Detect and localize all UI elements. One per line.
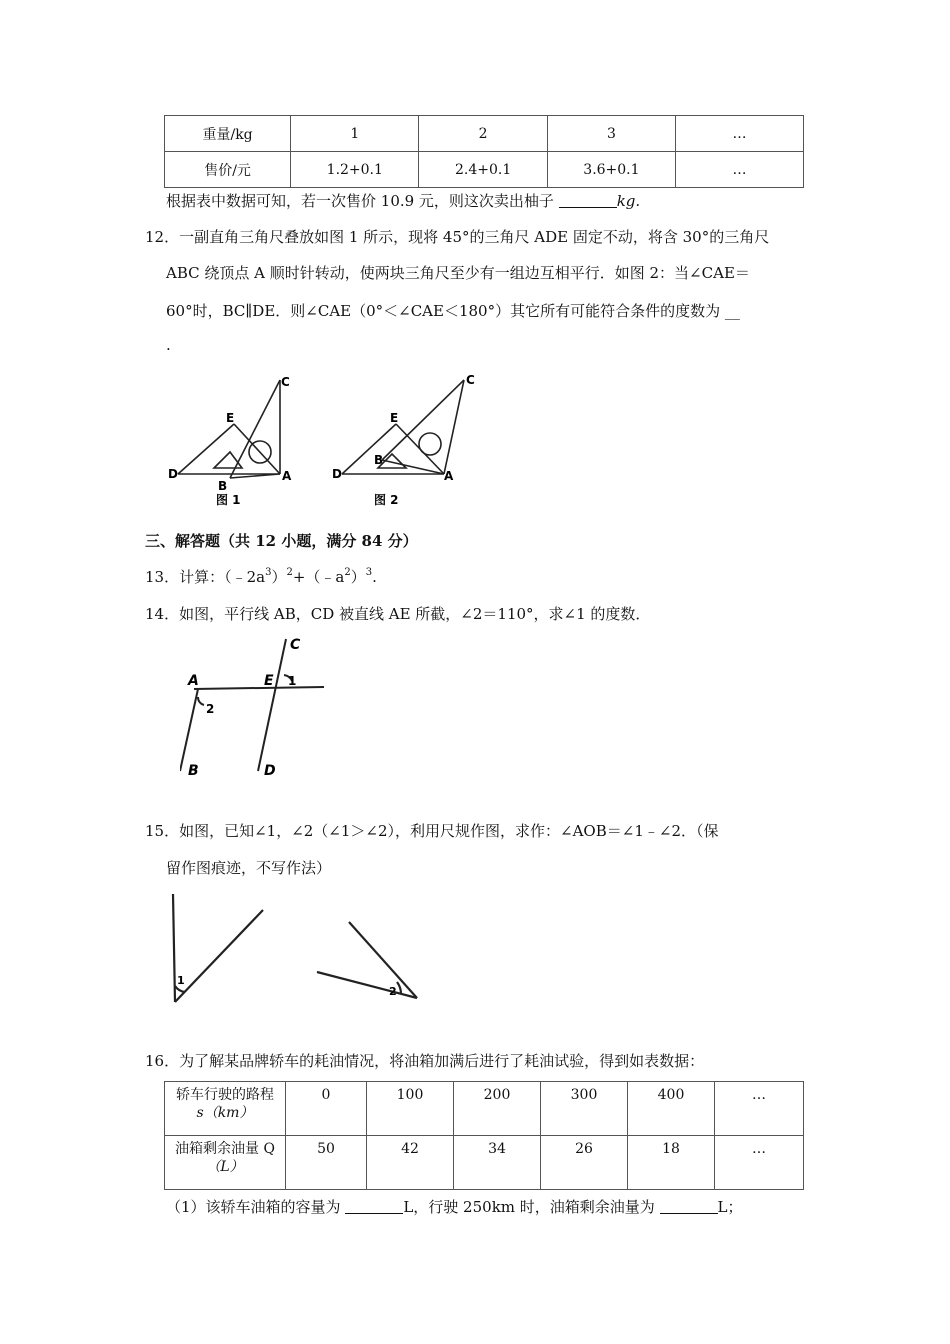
table-cell: 3.6+0.1 bbox=[547, 152, 675, 188]
q16-sub1-part: L，行驶 250km 时，油箱剩余油量为 bbox=[403, 1198, 660, 1216]
section-heading: 三、解答题（共 12 小题，满分 84 分） bbox=[145, 532, 418, 550]
label-B: B bbox=[218, 479, 228, 493]
label-D: D bbox=[264, 763, 276, 779]
label-E: E bbox=[390, 411, 399, 425]
q16-sub1-part: （1）该轿车油箱的容量为 bbox=[166, 1198, 346, 1216]
table-cell: 300 bbox=[541, 1082, 628, 1136]
q16-sub1 bbox=[166, 1196, 743, 1217]
table-cell: 50 bbox=[286, 1136, 367, 1190]
table-cell: 1.2+0.1 bbox=[291, 152, 419, 188]
table-cell: … bbox=[676, 152, 804, 188]
label-A: A bbox=[282, 469, 292, 483]
label-D: D bbox=[332, 467, 342, 481]
q11-unit: kg. bbox=[616, 192, 641, 210]
table-cell: 34 bbox=[454, 1136, 541, 1190]
q15-figure bbox=[165, 890, 425, 1010]
q13-part: . bbox=[372, 568, 377, 586]
exponent: 2 bbox=[344, 567, 351, 578]
table-cell: 18 bbox=[628, 1136, 715, 1190]
q11-text bbox=[166, 190, 640, 211]
q13-part: 13．计算：（﹣2a bbox=[145, 568, 266, 586]
table-cell: … bbox=[676, 116, 804, 152]
header-line: （L） bbox=[206, 1159, 244, 1175]
figure-2 bbox=[330, 370, 480, 510]
table-cell: 26 bbox=[541, 1136, 628, 1190]
label-D: D bbox=[168, 467, 178, 481]
label-C: C bbox=[466, 373, 475, 387]
q12-line2: ABC 绕顶点 A 顺时针转动，使两块三角尺至少有一组边互相平行．如图 2：当∠CAE＝ bbox=[166, 264, 750, 282]
table-header-cell bbox=[165, 1136, 286, 1190]
table-cell: … bbox=[715, 1082, 804, 1136]
q16-text: 16．为了解某品牌轿车的耗油情况，将油箱加满后进行了耗油试验，得到如表数据： bbox=[145, 1052, 705, 1070]
label-E: E bbox=[226, 411, 235, 425]
label-C: C bbox=[281, 375, 290, 389]
label-2: 2 bbox=[206, 702, 215, 716]
table-cell: 2.4+0.1 bbox=[419, 152, 547, 188]
header-line: 轿车行驶的路程 bbox=[176, 1087, 274, 1103]
q12-line4: . bbox=[166, 336, 171, 354]
q16-sub1-part: L； bbox=[717, 1198, 743, 1216]
table-cell: 0 bbox=[286, 1082, 367, 1136]
figure-caption: 图 2 bbox=[374, 493, 399, 507]
q13-part: ） bbox=[350, 568, 366, 586]
table-header-cell bbox=[165, 1082, 286, 1136]
label-1: 1 bbox=[288, 674, 297, 688]
q14-text: 14．如图，平行线 AB，CD 被直线 AE 所截，∠2＝110°，求∠1 的度数． bbox=[145, 605, 651, 623]
label-B: B bbox=[188, 763, 199, 779]
table-cell: 200 bbox=[454, 1082, 541, 1136]
label-A: A bbox=[444, 469, 454, 483]
label-1: 1 bbox=[177, 974, 185, 987]
label-C: C bbox=[290, 637, 301, 653]
table-cell: 1 bbox=[291, 116, 419, 152]
q13-part: +（﹣a bbox=[292, 568, 345, 586]
exponent: 3 bbox=[265, 567, 272, 578]
answer-blank bbox=[559, 193, 617, 208]
answer-blank bbox=[660, 1199, 718, 1214]
answer-blank bbox=[345, 1199, 403, 1214]
label-2: 2 bbox=[389, 985, 397, 998]
label-E: E bbox=[264, 673, 274, 689]
label-B: B bbox=[374, 453, 384, 467]
figure-1 bbox=[168, 370, 303, 510]
q12-line3: 60°时，BC∥DE．则∠CAE（0°＜∠CAE＜180°）其它所有可能符合条件的度数为 __ bbox=[166, 302, 740, 320]
label-A: A bbox=[188, 673, 199, 689]
table-cell: 100 bbox=[367, 1082, 454, 1136]
table-cell: 2 bbox=[419, 116, 547, 152]
q15-line1: 15．如图，已知∠1，∠2（∠1＞∠2），利用尺规作图，求作：∠AOB＝∠1﹣∠2．（保 bbox=[145, 822, 719, 840]
table-cell: 42 bbox=[367, 1136, 454, 1190]
exponent: 2 bbox=[286, 567, 293, 578]
q13-part: ） bbox=[271, 568, 287, 586]
table-cell: 400 bbox=[628, 1082, 715, 1136]
header-line: 油箱剩余油量 Q bbox=[175, 1141, 275, 1157]
exponent: 3 bbox=[365, 567, 373, 578]
table-cell: 3 bbox=[547, 116, 675, 152]
figure-caption: 图 1 bbox=[216, 493, 241, 507]
q12-line1: 12．一副直角三角尺叠放如图 1 所示，现将 45°的三角尺 ADE 固定不动，将含 30°的三角尺 bbox=[145, 228, 770, 246]
q13-text bbox=[145, 566, 377, 587]
q11-sentence: 根据表中数据可知，若一次售价 10.9 元，则这次卖出柚子 bbox=[166, 192, 559, 210]
header-line: s（km） bbox=[196, 1105, 254, 1121]
fuel-table bbox=[164, 1081, 804, 1190]
price-table bbox=[164, 115, 804, 188]
table-cell: 售价/元 bbox=[165, 152, 291, 188]
q14-figure bbox=[180, 635, 340, 785]
table-cell: 重量/kg bbox=[165, 116, 291, 152]
q15-line2: 留作图痕迹，不写作法） bbox=[166, 859, 332, 877]
table-cell: … bbox=[715, 1136, 804, 1190]
